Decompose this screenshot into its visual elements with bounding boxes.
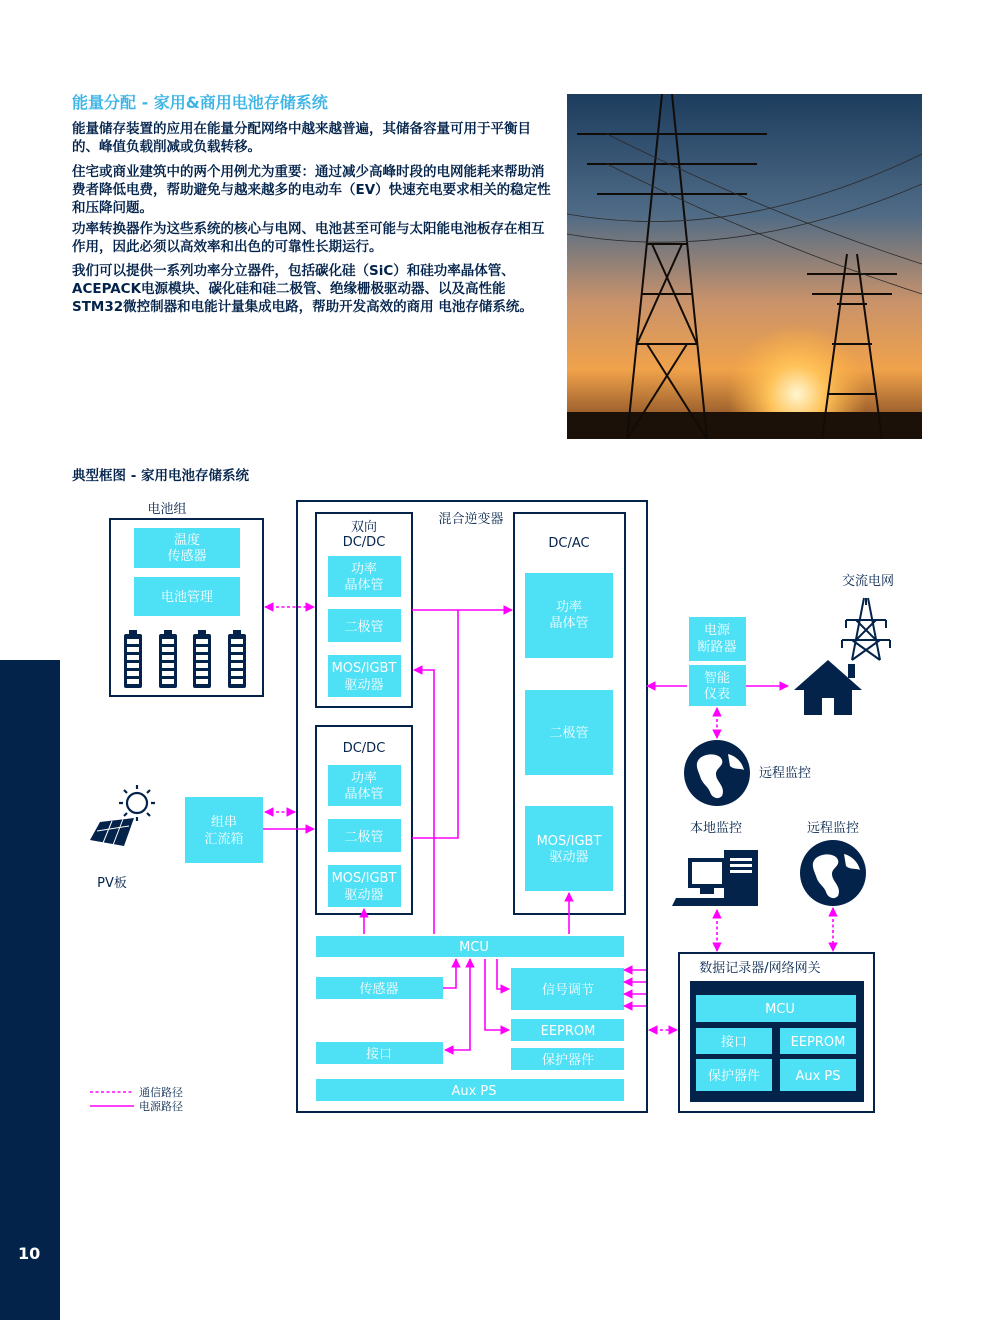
paragraph-2: 住宅或商业建筑中的两个用例尤为重要：通过减少高峰时段的电网能耗来帮助消费者降低电费，帮助避免与越来越多的电动车（EV）快速充电要求相关的稳定性和压降问题。 xyxy=(72,164,551,216)
dcdc-diode-label: 二极管 xyxy=(344,830,384,845)
dcdc-transistor-label-2: 晶体管 xyxy=(344,787,384,802)
logger-mcu-label: MCU xyxy=(765,1002,795,1017)
diagram-title: 典型框图 - 家用电池存储系统 xyxy=(72,468,250,484)
smart-meter-label-1: 智能 xyxy=(703,671,731,686)
dcac-diode-label: 二极管 xyxy=(549,726,589,741)
breaker-label-2: 断路器 xyxy=(697,640,737,655)
section-title: 能量分配 - 家用&商用电池存储系统 xyxy=(72,93,328,112)
logger-eeprom-label: EEPROM xyxy=(790,1035,846,1050)
page-number: 10 xyxy=(18,1244,41,1263)
legend-power-label: 电源路径 xyxy=(139,1100,183,1113)
combiner-box xyxy=(185,797,263,863)
inverter-mcu-label: MCU xyxy=(459,940,489,955)
sun-icon xyxy=(119,785,155,821)
bidir-driver-label-2: 驱动器 xyxy=(344,678,384,693)
local-monitor-label: 本地监控 xyxy=(689,821,743,836)
globe-icon-remote-top xyxy=(684,740,750,806)
logger-interface-label: 接口 xyxy=(720,1035,748,1050)
bidir-label-2: DC/DC xyxy=(342,535,386,550)
paragraph-3: 功率转换器作为这些系统的核心与电网、电池甚至可能与太阳能电池板存在相互作用，因此必须以高效率和出色的可靠性长期运行。 xyxy=(72,221,545,255)
inverter-interface-label: 接口 xyxy=(365,1047,393,1062)
bms-label: 电池管理 xyxy=(160,590,214,605)
paragraph-1: 能量储存装置的应用在能量分配网络中越来越普遍，其储备容量可用于平衡目的、峰值负载削减或负载转移。 xyxy=(72,121,531,155)
bidir-driver-label-1: MOS/IGBT xyxy=(331,661,397,676)
logger-protection-label: 保护器件 xyxy=(707,1069,761,1084)
smart-meter-label-2: 仪表 xyxy=(703,687,731,702)
bidir-diode-label: 二极管 xyxy=(344,620,384,635)
dcac-transistor-label-2: 晶体管 xyxy=(549,616,589,631)
dcdc-driver-label-2: 驱动器 xyxy=(344,888,384,903)
ac-grid-label: 交流电网 xyxy=(841,574,895,589)
inverter-eeprom-label: EEPROM xyxy=(540,1024,596,1039)
combiner-label-1: 组串 xyxy=(210,815,238,830)
dcac-transistor-label-1: 功率 xyxy=(555,600,583,615)
pv-label: PV板 xyxy=(97,876,127,891)
logger-auxps-label: Aux PS xyxy=(795,1069,841,1084)
dcac-driver-label-1: MOS/IGBT xyxy=(536,834,602,849)
battery-cells-icon xyxy=(124,630,246,688)
bidir-transistor-label-1: 功率 xyxy=(350,562,378,577)
inverter-auxps-label: Aux PS xyxy=(451,1084,497,1099)
dcdc-label: DC/DC xyxy=(342,741,386,756)
solar-panel-icon xyxy=(90,818,134,846)
bidir-transistor-label-2: 晶体管 xyxy=(344,578,384,593)
temp-sensor-label-2: 传感器 xyxy=(167,549,207,564)
signal-conditioning-label: 信号调节 xyxy=(541,983,595,998)
battery-pack-label: 电池组 xyxy=(147,502,187,517)
sensor-label: 传感器 xyxy=(359,982,399,997)
globe-icon-remote-right xyxy=(800,840,866,906)
hybrid-inverter-label: 混合逆变器 xyxy=(438,512,504,527)
bidir-label-1: 双向 xyxy=(350,520,378,535)
dcdc-transistor-label-1: 功率 xyxy=(350,771,378,786)
remote-monitor-label-1: 远程监控 xyxy=(758,766,812,781)
combiner-label-2: 汇流箱 xyxy=(204,832,244,847)
dcdc-driver-label-1: MOS/IGBT xyxy=(331,871,397,886)
inverter-protection-label: 保护器件 xyxy=(541,1053,595,1068)
dcac-driver-label-2: 驱动器 xyxy=(549,850,589,865)
dcac-label: DC/AC xyxy=(548,536,590,551)
desktop-computer-icon xyxy=(672,850,758,906)
house-icon xyxy=(794,660,862,715)
data-logger-label: 数据记录器/网络网关 xyxy=(699,961,821,976)
remote-monitor-label-2: 远程监控 xyxy=(806,821,860,836)
breaker-label-1: 电源 xyxy=(703,623,731,638)
paragraph-4: 我们可以提供一系列功率分立器件，包括碳化硅（SiC）和硅功率晶体管、ACEPACK电源模块、碳化硅和硅二极管、绝缘栅极驱动器、以及高性能STM32微控制器和电能计量集成电路，帮助开发高效的商用 电池存储系统。 xyxy=(72,263,533,315)
temp-sensor-label-1: 温度 xyxy=(173,533,201,548)
legend-comm-label: 通信路径 xyxy=(139,1086,183,1099)
transmission-tower-icon xyxy=(842,598,890,660)
